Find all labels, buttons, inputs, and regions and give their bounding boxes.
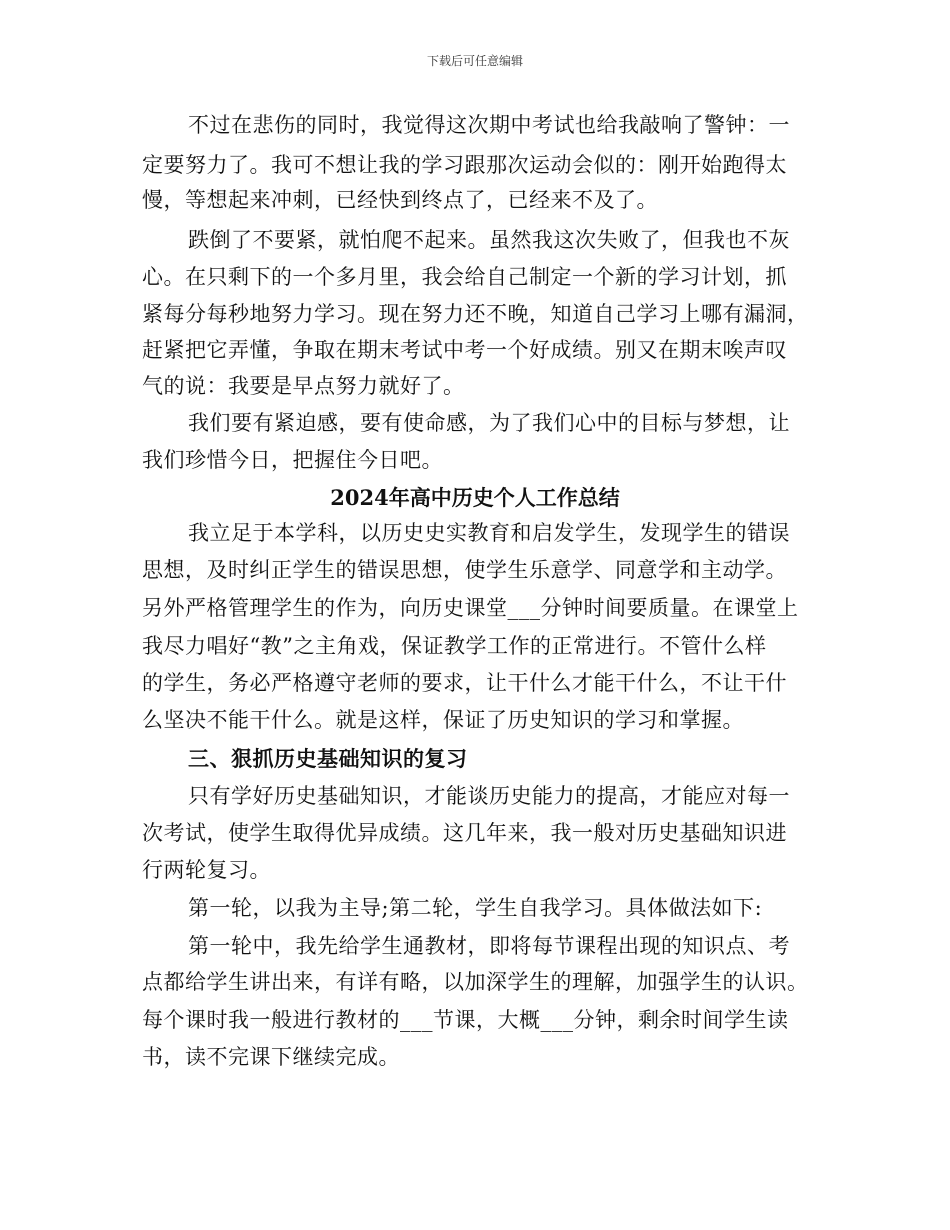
text-line: 的学生，务必严格遵守老师的要求，让干什么才能干什么，不让干什 <box>142 671 787 695</box>
text-line: 我们珍惜今日，把握住今日吧。 <box>142 448 443 472</box>
text-line: 我立足于本学科，以历史史实教育和启发学生，发现学生的错误 <box>188 521 790 545</box>
text-line: 跌倒了不要紧，就怕爬不起来。虽然我这次失败了，但我也不灰 <box>188 228 790 252</box>
text-line: 每个课时我一般进行教材的___节课，大概___分钟，剩余时间学生读 <box>142 1008 789 1032</box>
text-line: 次考试，使学生取得优异成绩。这几年来，我一般对历史基础知识进 <box>142 821 787 845</box>
text-line: 我尽力唱好“教”之主角戏，保证教学工作的正常进行。不管什么样 <box>142 634 767 658</box>
text-line: 紧每分每秒地努力学习。现在努力还不晚，知道自己学习上哪有漏洞， <box>142 302 809 326</box>
text-line: 慢，等想起来冲刺，已经快到终点了，已经来不及了。 <box>142 188 658 212</box>
subsection-heading: 三、狠抓历史基础知识的复习 <box>188 746 468 771</box>
text-line: 么坚决不能干什么。就是这样，保证了历史知识的学习和掌握。 <box>142 708 744 732</box>
text-line: 行两轮复习。 <box>142 858 271 882</box>
text-line: 只有学好历史基础知识，才能谈历史能力的提高，才能应对每一 <box>188 784 790 808</box>
text-line: 另外严格管理学生的作为，向历史课堂___分钟时间要质量。在课堂上 <box>142 596 799 620</box>
text-line: 心。在只剩下的一个多月里，我会给自己制定一个新的学习计划，抓 <box>142 265 787 289</box>
text-line: 点都给学生讲出来，有详有略，以加深学生的理解，加强学生的认识。 <box>142 970 809 994</box>
text-line: 定要努力了。我可不想让我的学习跟那次运动会似的：刚开始跑得太 <box>142 153 787 177</box>
text-line: 气的说：我要是早点努力就好了。 <box>142 374 465 398</box>
text-line: 我们要有紧迫感，要有使命感，为了我们心中的目标与梦想，让 <box>188 411 790 435</box>
section-title: 2024年高中历史个人工作总结 <box>330 485 620 510</box>
text-line: 不过在悲伤的同时，我觉得这次期中考试也给我敲响了警钟：一 <box>188 113 790 137</box>
text-line: 书，读不完课下继续完成。 <box>142 1045 400 1069</box>
text-line: 赶紧把它弄懂，争取在期末考试中考一个好成绩。别又在期末唉声叹 <box>142 338 787 362</box>
page-header: 下载后可任意编辑 <box>426 54 523 68</box>
text-line: 第一轮，以我为主导;第二轮，学生自我学习。具体做法如下: <box>188 896 763 920</box>
text-line: 思想，及时纠正学生的错误思想，使学生乐意学、同意学和主动学。 <box>142 558 787 582</box>
text-line: 第一轮中，我先给学生通教材，即将每节课程出现的知识点、考 <box>188 934 790 958</box>
